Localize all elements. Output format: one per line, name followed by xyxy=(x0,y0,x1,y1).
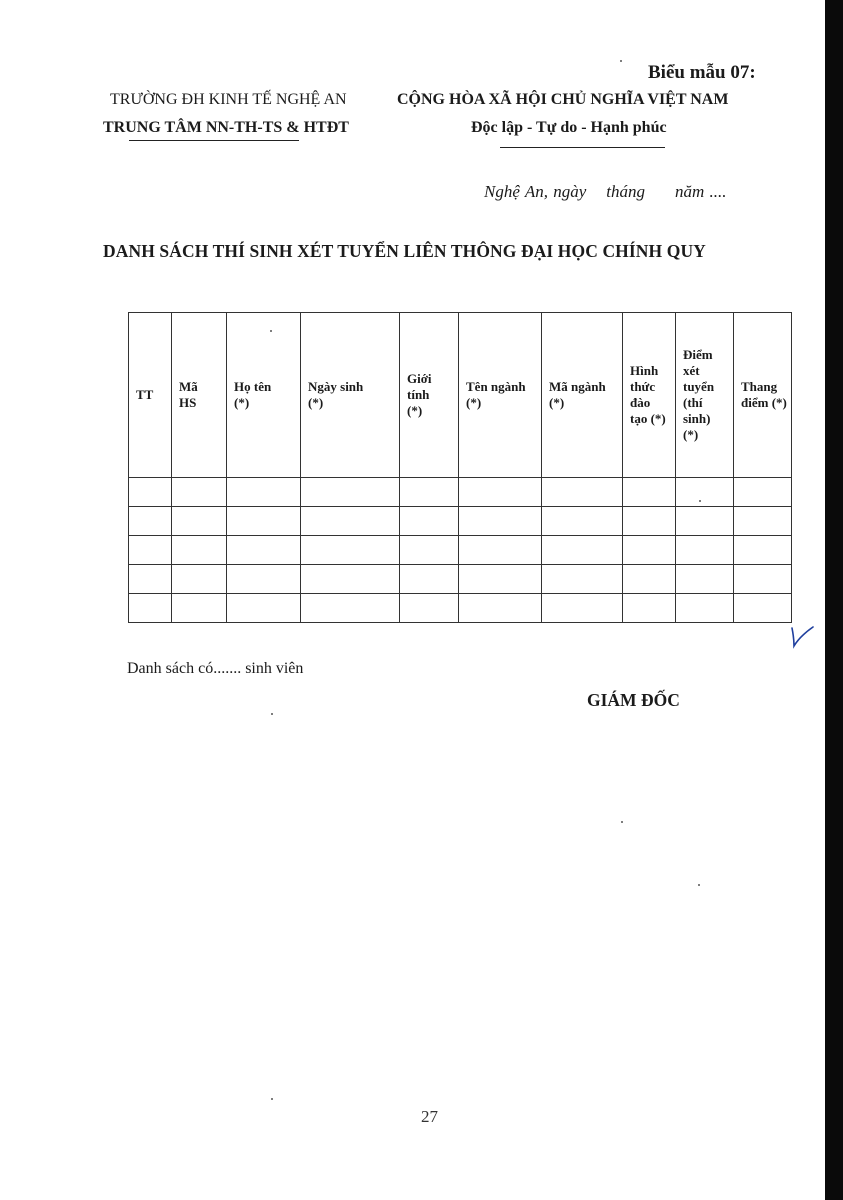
handwritten-check-mark xyxy=(788,624,818,655)
national-title: CỘNG HÒA XÃ HỘI CHỦ NGHĨA VIỆT NAM xyxy=(397,91,729,108)
table-cell xyxy=(623,594,676,623)
table-cell xyxy=(400,565,459,594)
table-cell xyxy=(623,507,676,536)
school-name: TRƯỜNG ĐH KINH TẾ NGHỆ AN xyxy=(110,91,347,108)
table-cell xyxy=(129,507,172,536)
table-cell xyxy=(623,478,676,507)
table-row xyxy=(129,536,792,565)
table-cell xyxy=(301,536,400,565)
table-cell xyxy=(542,507,623,536)
scan-speck xyxy=(621,821,623,823)
table-cell xyxy=(227,507,301,536)
place-day: Nghệ An, ngày xyxy=(484,182,587,201)
col-header: TT xyxy=(129,313,172,478)
col-header: Điểm xét tuyển (thí sinh) (*) xyxy=(676,313,734,478)
month-label: tháng xyxy=(606,182,645,201)
place-date xyxy=(484,182,727,202)
table-cell xyxy=(301,478,400,507)
table-row xyxy=(129,507,792,536)
year-label: năm .... xyxy=(675,182,727,201)
table-cell xyxy=(459,536,542,565)
table-cell xyxy=(172,536,227,565)
table-cell xyxy=(227,478,301,507)
table-cell xyxy=(172,594,227,623)
table-cell xyxy=(542,536,623,565)
table-cell xyxy=(676,594,734,623)
table-cell xyxy=(301,507,400,536)
table-cell xyxy=(227,565,301,594)
table-cell xyxy=(542,565,623,594)
table-cell xyxy=(542,594,623,623)
table-cell xyxy=(129,536,172,565)
center-underline xyxy=(129,140,299,141)
signer-title: GIÁM ĐỐC xyxy=(587,690,680,710)
table-cell xyxy=(129,565,172,594)
table-body xyxy=(129,478,792,623)
scan-speck xyxy=(620,60,622,62)
table-cell xyxy=(734,594,792,623)
table-cell xyxy=(400,594,459,623)
col-header: Hình thức đào tạo (*) xyxy=(623,313,676,478)
table-cell xyxy=(676,565,734,594)
table-header-row xyxy=(129,313,792,478)
table-cell xyxy=(676,478,734,507)
table-cell xyxy=(227,594,301,623)
table-cell xyxy=(623,565,676,594)
table-cell xyxy=(734,565,792,594)
student-count-line: Danh sách có....... sinh viên xyxy=(127,660,304,677)
scan-speck xyxy=(271,713,273,715)
scan-speck xyxy=(699,500,701,502)
page-number: 27 xyxy=(421,1107,438,1126)
col-header: Mã ngành (*) xyxy=(542,313,623,478)
table-cell xyxy=(129,594,172,623)
scan-speck xyxy=(271,1098,273,1100)
table-cell xyxy=(172,565,227,594)
table-cell xyxy=(172,478,227,507)
col-header: Thang điểm (*) xyxy=(734,313,792,478)
center-name: TRUNG TÂM NN-TH-TS & HTĐT xyxy=(103,119,349,136)
col-header: Mã HS xyxy=(172,313,227,478)
scan-speck xyxy=(270,330,272,332)
table-cell xyxy=(400,536,459,565)
student-list-table xyxy=(128,312,792,623)
form-code: Biểu mẫu 07: xyxy=(648,62,756,83)
table-cell xyxy=(227,536,301,565)
table-cell xyxy=(734,478,792,507)
scan-edge xyxy=(825,0,843,1200)
table-cell xyxy=(459,594,542,623)
table-cell xyxy=(676,536,734,565)
col-header: Giới tính (*) xyxy=(400,313,459,478)
col-header: Tên ngành (*) xyxy=(459,313,542,478)
table-cell xyxy=(400,478,459,507)
table-cell xyxy=(676,507,734,536)
table-cell xyxy=(400,507,459,536)
check-mark-icon xyxy=(788,624,818,650)
table-cell xyxy=(623,536,676,565)
motto-underline xyxy=(500,147,665,148)
col-header: Ngày sinh (*) xyxy=(301,313,400,478)
document-title: DANH SÁCH THÍ SINH XÉT TUYỂN LIÊN THÔNG ĐẠI HỌC CHÍNH QUY xyxy=(103,241,706,261)
table-cell xyxy=(301,594,400,623)
table-cell xyxy=(734,536,792,565)
table-row xyxy=(129,594,792,623)
table-cell xyxy=(129,478,172,507)
table-cell xyxy=(542,478,623,507)
table-cell xyxy=(459,565,542,594)
table-row xyxy=(129,478,792,507)
table-row xyxy=(129,565,792,594)
table-cell xyxy=(172,507,227,536)
table-cell xyxy=(734,507,792,536)
table-cell xyxy=(301,565,400,594)
col-header: Họ tên (*) xyxy=(227,313,301,478)
scan-speck xyxy=(698,884,700,886)
table-cell xyxy=(459,507,542,536)
national-motto: Độc lập - Tự do - Hạnh phúc xyxy=(471,119,667,136)
table-cell xyxy=(459,478,542,507)
